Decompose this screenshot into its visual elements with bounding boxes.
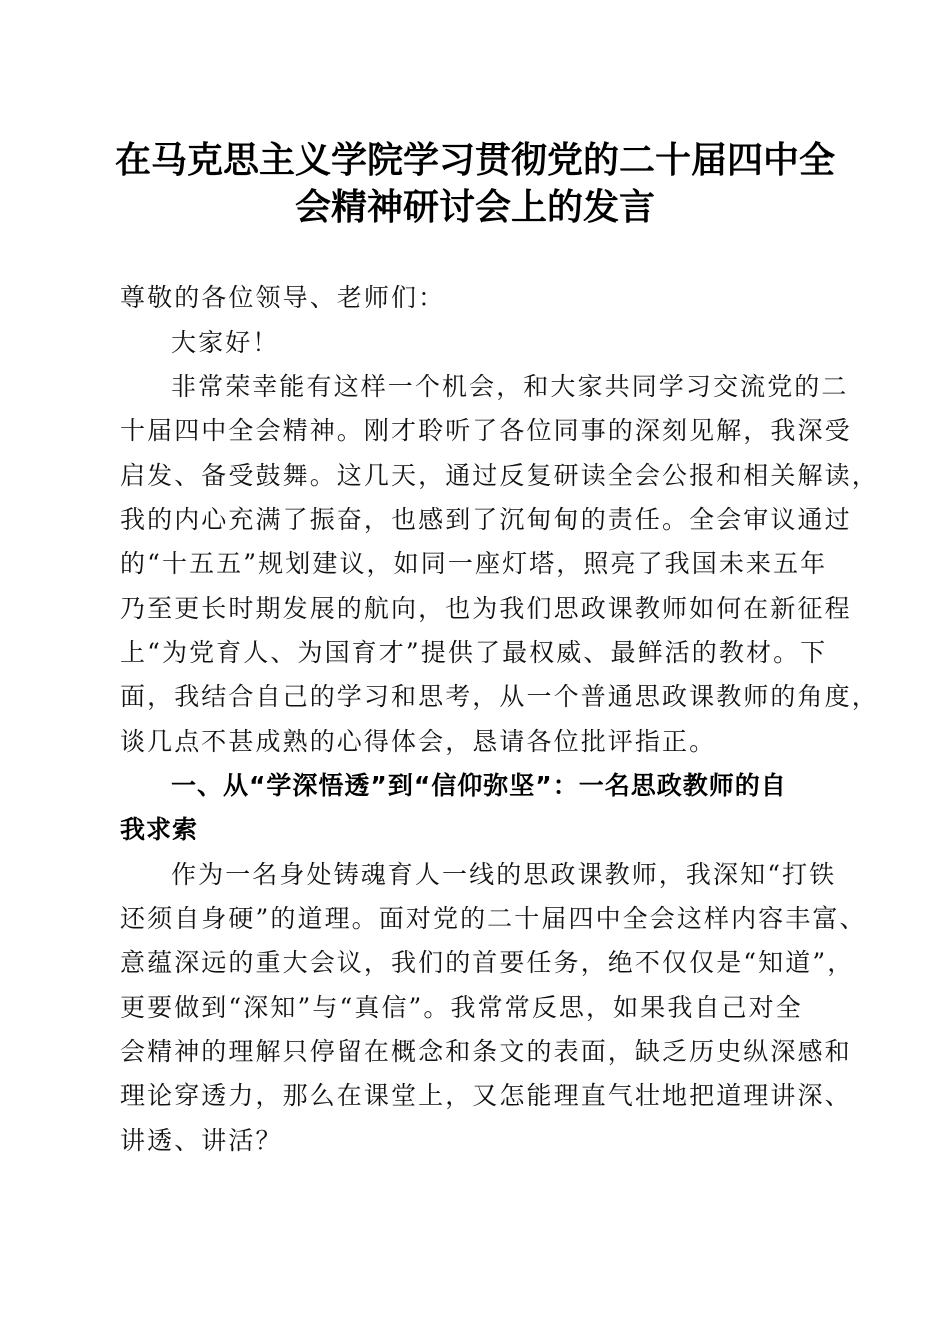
- paragraph-1-line: 十届四中全会精神。刚才聆听了各位同事的深刻见解，我深受: [120, 416, 852, 445]
- greeting: 大家好！: [171, 328, 280, 357]
- paragraph-2-line: 还须自身硬”的道理。面对党的二十届四中全会这样内容丰富、: [120, 904, 867, 933]
- salutation: 尊敬的各位领导、老师们：: [120, 283, 446, 312]
- section-1-heading-line: 我求索: [120, 815, 199, 844]
- paragraph-1-line: 启发、备受鼓舞。这几天，通过反复研读全会公报和相关解读，: [120, 461, 879, 490]
- paragraph-1-line: 谈几点不甚成熟的心得体会，恳请各位批评指正。: [120, 727, 717, 756]
- paragraph-2-line: 讲透、讲活？: [120, 1126, 283, 1155]
- document-title-line-1: 在马克思主义学院学习贯彻党的二十届四中全: [114, 139, 835, 181]
- paragraph-1-line: 我的内心充满了振奋，也感到了沉甸甸的责任。全会审议通过: [120, 505, 852, 534]
- paragraph-1-line: 上“为党育人、为国育才”提供了最权威、最鲜活的教材。下: [120, 638, 828, 667]
- paragraph-1-line: 非常荣幸能有这样一个机会，和大家共同学习交流党的二: [171, 372, 849, 401]
- paragraph-2-line: 更要做到“深知”与“真信”。我常常反思，如果我自己对全: [120, 993, 803, 1022]
- paragraph-1-line: 面，我结合自己的学习和思考，从一个普通思政课教师的角度，: [120, 682, 879, 711]
- paragraph-2-line: 理论穿透力，那么在课堂上，又怎能理直气壮地把道理讲深、: [120, 1081, 852, 1110]
- paragraph-2-line: 会精神的理解只停留在概念和条文的表面，缺乏历史纵深感和: [120, 1037, 852, 1066]
- paragraph-2-line: 作为一名身处铸魂育人一线的思政课教师，我深知“打铁: [171, 860, 837, 889]
- paragraph-2-line: 意蕴深远的重大会议，我们的首要任务，绝不仅仅是“知道”，: [120, 948, 855, 977]
- paragraph-1-line: 的“十五五”规划建议，如同一座灯塔，照亮了我国未来五年: [120, 549, 828, 578]
- section-1-heading-line: 一、从“学深悟透”到“信仰弥坚”：一名思政教师的自: [171, 771, 787, 800]
- paragraph-1-line: 乃至更长时期发展的航向，也为我们思政课教师如何在新征程: [120, 594, 852, 623]
- document-title-line-2: 会精神研讨会上的发言: [294, 186, 655, 228]
